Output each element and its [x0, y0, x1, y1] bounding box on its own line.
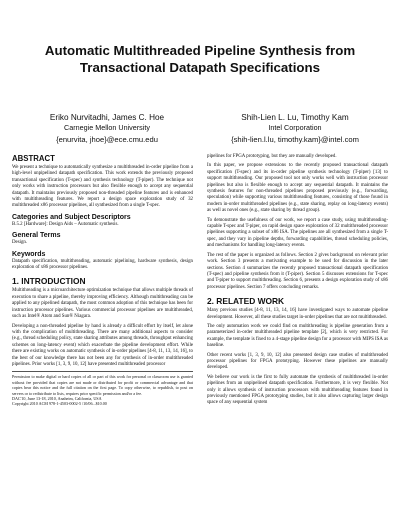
author-names: Shih-Lien L. Lu, Timothy Kam — [241, 113, 349, 122]
title-line-1: Automatic Multithreaded Pipeline Synthesis from — [44, 43, 356, 58]
general-terms-heading: General Terms — [12, 232, 61, 240]
keywords-text: Datapath specification, multithreading, automatic pipelining, hardware synthesis, design exploration of x86 processor pipelines. — [12, 258, 193, 271]
abstract-heading: ABSTRACT — [12, 154, 55, 163]
related-work-heading: 2. RELATED WORK — [207, 296, 285, 307]
body-paragraph: In this paper, we propose extensions to the recently proposed transactional datapath specification (T-spec) and its in-order pipeline synthesis technology (T-piper) [13] to support multithreading. Our proposed tool not only works well with instruction processor pipelines but also is flexible enough to accept any sequential datapath. It maintains the synthesis features for non-threaded pipelines proposed previously (e.g., forwarding, speculation) while supporting various multithreading features, consisting of those found in modern in-order multithreaded pipelines (e.g., state sharing, replay on long-latency events) as well as novel ones (e.g., state sharing by thread group). — [207, 163, 388, 214]
introduction-paragraph: Multithreading is a microarchitecture optimization technique that allows multiple threads of execution to share a pipeline, thereby improving efficiency. Although multithreading can be applied to any pipelined datapath, the most common adoption of this technique has been for instruction processor pipelines. Various commercial processor pipelines are multithreaded, such as Intel® Atom and Sun® Niagara. — [12, 288, 193, 320]
conference-line: DAC'10, June 13-18, 2010, Anaheim, California, USA — [12, 395, 102, 401]
copyright-footnote — [12, 371, 193, 406]
title-line-2: Transactional Datapath Specifications — [79, 60, 321, 75]
related-work-paragraph: Many previous studies [4-8, 11, 13, 14, 16] have investigated ways to automate pipeline development. However, all these studies target in-order pipelines that are not multithreaded. — [207, 308, 388, 320]
introduction-paragraph: Developing a non-threaded pipeline by hand is already a difficult effort by itself, let alone with the complication of multithreading. There are many additional aspects to consider (e.g., thread scheduling policy, state sharing attributes among threads, throughput enhancing schemes on long-latency event) which exacerbate the pipeline development effort. While there are existing works on automatic synthesis of in-order pipelines [4-8, 11, 13, 14, 16], to the best of our knowledge there has not been any for synthesis of in-order multithreaded pipelines. Prior works [1, 3, 9, 10, 12] have presented multithreaded processor — [12, 323, 193, 367]
keywords-heading: Keywords — [12, 250, 46, 258]
categories-text: B.5.2 [Hardware]: Design Aids – Automatic synthesis. — [12, 221, 119, 227]
body-paragraph: To demonstrate the usefulness of our work, we report a case study, using multithreading-capable T-spec and T-piper, on rapid design space exploration of 32 multithreaded processor pipelines supporting a subset of x86 ISA. The pipelines are all synthesized from a single T-spec, and they vary in pipeline depths, forwarding capabilities, thread scheduling policies, and mechanisms for handling long-latency events. — [207, 217, 388, 249]
related-work-paragraph: Other recent works [1, 3, 9, 10, 12] also presented design case studies of multithreaded processor pipelines for FPGA prototyping. However these pipelines are manually developed. — [207, 352, 388, 371]
categories-heading: Categories and Subject Descriptors — [12, 213, 131, 221]
author-names: Eriko Nurvitadhi, James C. Hoe — [49, 113, 165, 122]
author-affiliation: Intel Corporation — [268, 122, 322, 132]
author-affiliation: Carnegie Mellon University — [64, 122, 150, 132]
right-column — [207, 154, 388, 410]
body-paragraph: The rest of the paper is organized as follows. Section 2 gives background on relevant prior work. Section 3 presents a motivating example to be used for discussion in the later sections. Section 4 summarizes the recently proposed transactional datapath specification (T-spec) and pipeline synthesis from it (T-piper). Section 5 discusses extensions for T-spec and T-piper to support multithreading. Section 6, presents a design exploration study of x86 processor pipelines. Section 7 offers concluding remarks. — [207, 252, 388, 290]
author-email: {shih-lien.l.lu, timothy.kam}@intel.com — [231, 135, 359, 144]
introduction-heading: 1. INTRODUCTION — [12, 276, 86, 287]
author-block-intel — [200, 113, 390, 145]
copyright-line: Copyright 2010 ACM 978-1-4503-0002-5 /10/06...$10.00 — [12, 401, 107, 407]
author-block-cmu — [12, 113, 202, 145]
related-work-paragraph: The only automation work we could find on multithreading is pipeline generation from a parameterized in-order multithreaded pipeline template [2], which is very restricted. For example, the template is fixed to a 4-stage pipeline design for a processor with MIPS ISA as baseline. — [207, 323, 388, 349]
general-terms-text: Design. — [12, 240, 28, 246]
abstract-text: We present a technique to automatically synthesize a multithreaded in-order pipeline from a high-level unpipelined datapath specification. This work extends the previously proposed transactional specification (T-spec) and synthesis technology (T-piper). The technique not only works with instruction processors but also flexible enough to accept any sequential datapath. It maintains previously proposed non-threaded pipeline features and is enhanced with multithreading features. We report a design space exploration study of 32 multithreaded x86 processor pipelines, all synthesized from a single T-spec. — [12, 165, 193, 209]
permission-notice: Permission to make digital or hard copies of all or part of this work for personal or classroom use is granted without fee provided that copies are not made or distributed for profit or commercial advantage and that copies bear this notice and the full citation on the first page. To copy otherwise, to republish, to post on servers or to redistribute to lists, requires prior specific permission and/or a fee. — [12, 374, 193, 396]
related-work-paragraph: We believe our work is the first to fully automate the synthesis of multithreaded in-order pipelines from an unpipelined datapath specification. Furthermore, it is very flexible. Not only it allows synthesis of instruction processors with multithreading features found in previously mentioned FPGA prototyping studies, but it also allows capturing larger design space of any sequential system — [207, 374, 388, 406]
left-column — [12, 154, 193, 407]
author-email: {enurvita, jhoe}@ece.cmu.edu — [56, 135, 158, 144]
paper-title — [0, 42, 400, 76]
body-paragraph: pipelines for FPGA prototyping, but they are manually developed. — [207, 154, 337, 159]
